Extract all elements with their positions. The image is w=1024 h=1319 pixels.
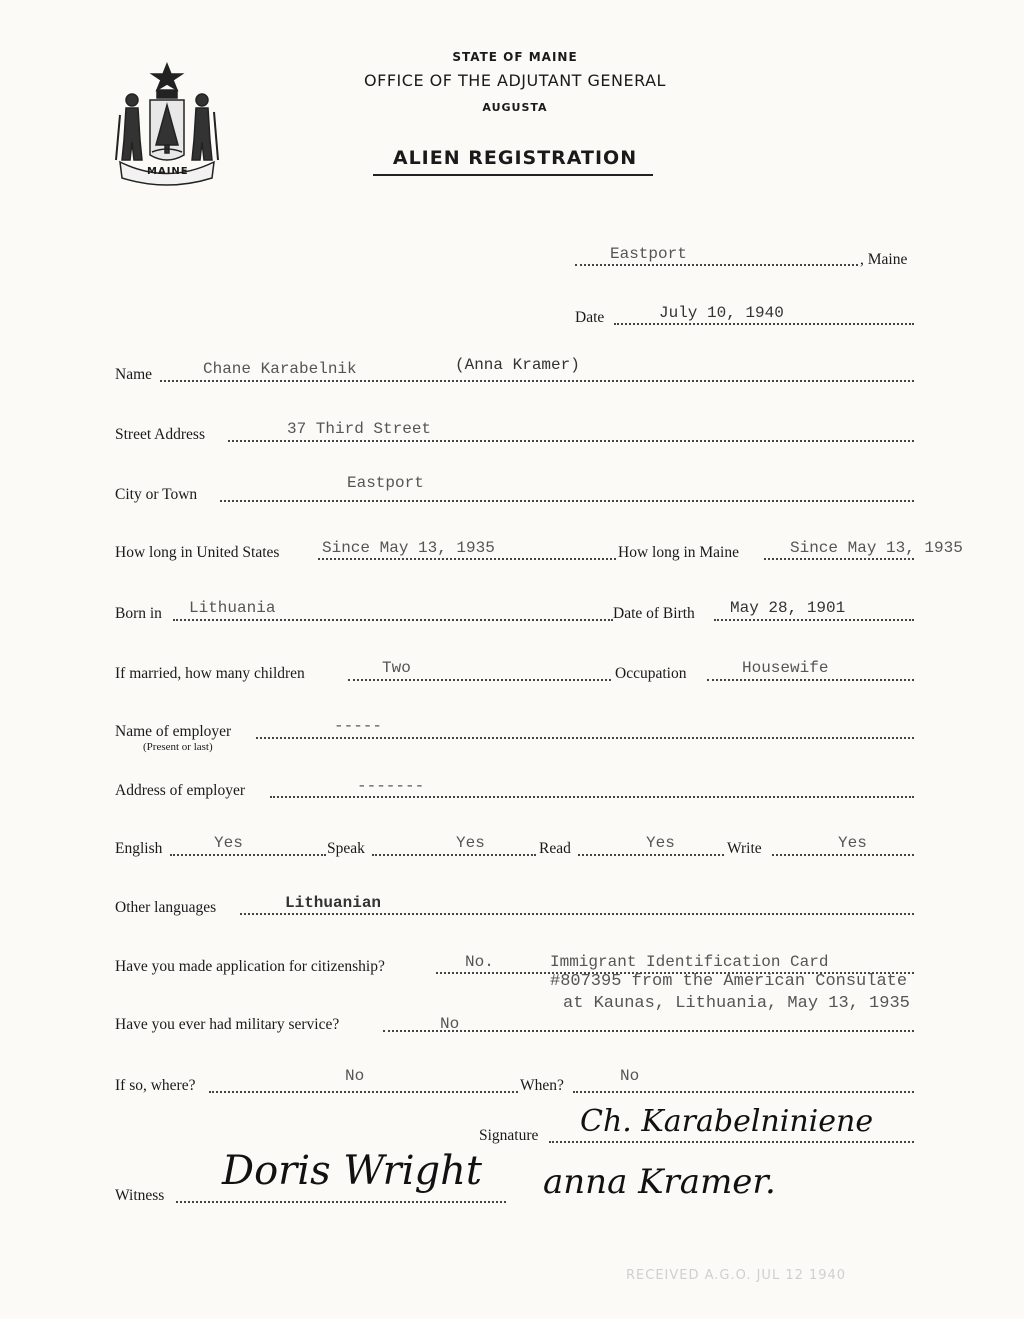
maine-duration-value: Since May 13, 1935: [790, 539, 963, 557]
where-label: If so, where?: [115, 1077, 196, 1094]
occupation-label: Occupation: [615, 665, 687, 682]
citizenship-note-line-2: #807395 from the American Consulate: [550, 972, 908, 991]
date-value: July 10, 1940: [659, 304, 784, 322]
seal-banner-text: MAINE: [147, 166, 189, 177]
employer-address-value: -------: [357, 777, 425, 795]
employer-name-label: Name of employer: [115, 723, 232, 740]
children-value: Two: [382, 659, 411, 677]
street-value: 37 Third Street: [287, 420, 432, 438]
children-line: [348, 679, 611, 681]
city-value: Eastport: [347, 474, 424, 492]
title-underline: [373, 174, 653, 176]
us-duration-line: [318, 558, 616, 560]
military-label: Have you ever had military service?: [115, 1016, 340, 1033]
form-title: ALIEN REGISTRATION: [392, 147, 638, 169]
signature-label: Signature: [479, 1127, 539, 1144]
date-label: Date: [575, 309, 605, 326]
witness-value: Doris Wright: [222, 1148, 482, 1194]
write-label: Write: [727, 840, 762, 857]
employer-address-line: [270, 796, 914, 798]
citizenship-note-line-1: Immigrant Identification Card: [550, 953, 829, 971]
name-value: Chane Karabelnik: [203, 360, 357, 378]
witness-label: Witness: [115, 1187, 165, 1204]
read-label: Read: [539, 840, 571, 857]
when-value: No: [620, 1067, 640, 1085]
english-value: Yes: [214, 834, 243, 852]
occupation-line: [707, 679, 914, 681]
other-languages-label: Other languages: [115, 899, 217, 916]
employer-address-label: Address of employer: [115, 782, 245, 799]
us-duration-label: How long in United States: [115, 544, 280, 561]
citizenship-note-line-3: at Kaunas, Lithuania, May 13, 1935: [563, 994, 910, 1013]
when-line: [573, 1091, 914, 1093]
dob-label: Date of Birth: [613, 605, 695, 622]
date-line: [614, 323, 914, 325]
received-stamp: RECEIVED A.G.O. JUL 12 1940: [626, 1268, 847, 1283]
read-line: [578, 854, 724, 856]
us-duration-value: Since May 13, 1935: [322, 539, 495, 557]
name-line: [160, 380, 914, 382]
maine-duration-line: [764, 558, 914, 560]
city-line: [220, 500, 914, 502]
witness-extra-signature: anna Kramer.: [543, 1162, 776, 1202]
witness-line: [176, 1201, 506, 1203]
name-label: Name: [115, 366, 153, 383]
english-line: [170, 854, 326, 856]
maine-duration-label: How long in Maine: [618, 544, 739, 561]
place-suffix: , Maine: [860, 251, 908, 268]
occupation-value: Housewife: [742, 659, 829, 677]
name-alias: (Anna Kramer): [455, 356, 580, 374]
speak-label: Speak: [327, 840, 365, 857]
read-value: Yes: [646, 834, 675, 852]
city-label: City or Town: [115, 486, 198, 503]
military-line: [383, 1030, 914, 1032]
other-languages-line: [240, 913, 914, 915]
children-label: If married, how many children: [115, 665, 305, 682]
speak-value: Yes: [456, 834, 485, 852]
english-label: English: [115, 840, 163, 857]
place-line: [575, 264, 858, 266]
signature-value: Ch. Karabelniniene: [580, 1104, 874, 1139]
signature-line: [549, 1141, 914, 1143]
speak-line: [372, 854, 536, 856]
header-state: STATE OF MAINE: [452, 50, 578, 64]
citizenship-label: Have you made application for citizenship?: [115, 958, 385, 975]
born-label: Born in: [115, 605, 162, 622]
street-line: [228, 440, 914, 442]
born-line: [173, 619, 613, 621]
street-label: Street Address: [115, 426, 205, 443]
military-value: No: [440, 1015, 460, 1033]
dob-line: [714, 619, 914, 621]
write-value: Yes: [838, 834, 867, 852]
state-seal: [112, 60, 222, 195]
write-line: [772, 854, 914, 856]
employer-name-sublabel: (Present or last): [143, 741, 213, 753]
born-value: Lithuania: [189, 599, 276, 617]
header-city: AUGUSTA: [482, 101, 548, 114]
citizenship-value: No.: [465, 953, 494, 971]
header-office: OFFICE OF THE ADJUTANT GENERAL: [364, 71, 666, 90]
where-line: [209, 1091, 518, 1093]
dob-value: May 28, 1901: [730, 599, 846, 617]
employer-name-line: [256, 737, 914, 739]
place-value: Eastport: [610, 245, 687, 263]
employer-name-value: -----: [334, 717, 383, 735]
other-languages-value: Lithuanian: [285, 894, 382, 912]
where-value: No: [345, 1067, 365, 1085]
when-label: When?: [520, 1077, 564, 1094]
